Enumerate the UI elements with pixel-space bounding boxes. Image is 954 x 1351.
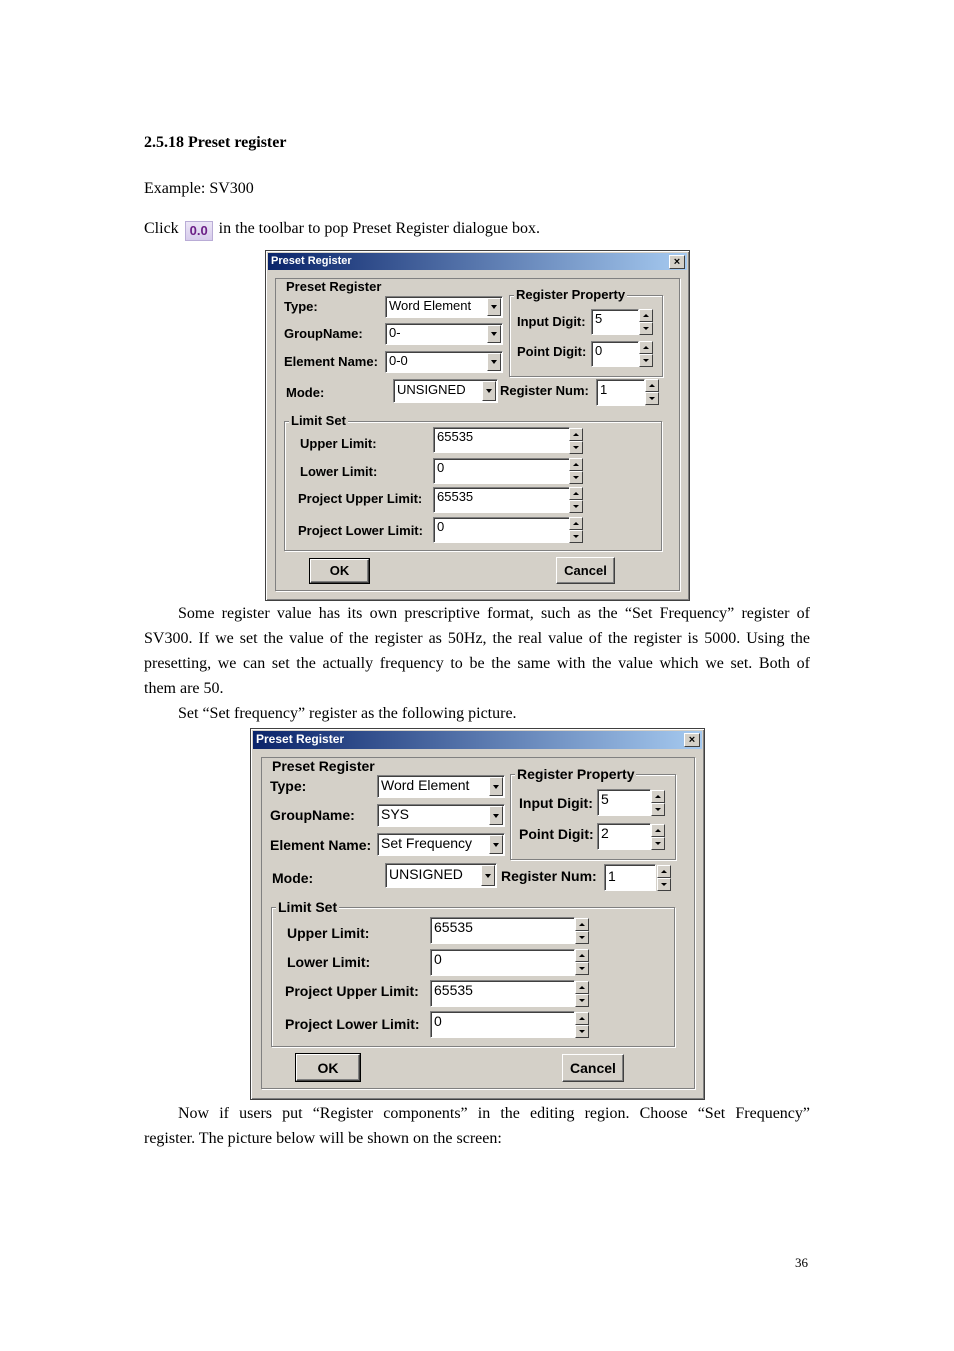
project-lower-limit-value: 0: [434, 1013, 442, 1029]
ok-button[interactable]: [310, 559, 369, 583]
lower-limit-field[interactable]: [430, 949, 575, 976]
spin-up-icon[interactable]: [575, 981, 589, 994]
dialog-title-bar: [253, 731, 702, 749]
spin-down-icon[interactable]: [651, 803, 665, 816]
upper-limit-spinner[interactable]: [575, 918, 589, 944]
spin-up-icon[interactable]: [645, 379, 659, 392]
cancel-button-label: Cancel: [570, 1060, 616, 1076]
click-instruction: [144, 216, 540, 241]
project-lower-limit-field[interactable]: [433, 517, 570, 543]
section-heading: 2.5.18 Preset register: [144, 134, 287, 151]
spin-up-icon[interactable]: [569, 487, 583, 500]
upper-limit-spinner[interactable]: [569, 428, 583, 454]
example-line: Example: SV300: [144, 180, 254, 197]
spin-down-icon[interactable]: [575, 931, 589, 944]
groupname-value: SYS: [381, 806, 410, 822]
spin-up-icon[interactable]: [575, 949, 589, 962]
type-label: Type:: [284, 299, 318, 314]
input-digit-field[interactable]: [591, 309, 639, 335]
click-text-before: Click: [144, 220, 179, 237]
paragraph-line: Some register value has its own prescriptive format, such as the “Set Frequency” register of: [178, 605, 810, 622]
element-name-label: Element Name:: [284, 354, 378, 369]
type-value: Word Element: [389, 298, 472, 313]
click-text-after: in the toolbar to pop Preset Register dialogue box.: [218, 220, 540, 237]
input-digit-label: Input Digit:: [517, 314, 586, 329]
point-digit-spinner[interactable]: [651, 824, 665, 850]
type-select[interactable]: [385, 296, 503, 318]
limit-set-legend: Limit Set: [291, 413, 346, 428]
spin-up-icon[interactable]: [639, 309, 653, 322]
element-name-select[interactable]: [385, 351, 503, 373]
register-num-field[interactable]: [596, 379, 645, 406]
preset-register-legend: Preset Register: [286, 279, 382, 294]
preset-register-dialog-1: [265, 250, 690, 601]
close-icon[interactable]: ×: [684, 733, 700, 747]
cancel-button-label: Cancel: [564, 562, 607, 578]
chevron-down-icon[interactable]: [481, 865, 495, 886]
ok-button-label: OK: [329, 563, 350, 578]
type-value: Word Element: [381, 777, 470, 793]
point-digit-field[interactable]: [597, 823, 651, 850]
dialog-title: Preset Register: [271, 255, 352, 267]
spin-down-icon[interactable]: [639, 354, 653, 367]
point-digit-value: 2: [601, 825, 609, 841]
chevron-down-icon[interactable]: [487, 298, 501, 316]
project-lower-limit-field[interactable]: [430, 1011, 575, 1038]
cancel-button[interactable]: [562, 1054, 624, 1082]
input-digit-value: 5: [595, 311, 603, 326]
spin-up-icon[interactable]: [651, 790, 665, 803]
preset-register-dialog-2: [250, 728, 705, 1100]
type-label: Type:: [270, 778, 307, 794]
spin-down-icon[interactable]: [651, 837, 665, 850]
groupname-label: GroupName:: [270, 807, 355, 823]
register-num-label: Register Num:: [501, 868, 597, 884]
project-lower-limit-label: Project Lower Limit:: [285, 1016, 420, 1032]
mode-label: Mode:: [272, 870, 314, 886]
upper-limit-field[interactable]: [430, 917, 575, 944]
chevron-down-icon[interactable]: [489, 835, 503, 854]
paragraph-line: register. The picture below will be shown on the screen:: [144, 1130, 502, 1147]
type-select[interactable]: [377, 775, 505, 798]
register-property-legend: Register Property: [516, 287, 626, 302]
project-upper-limit-value: 65535: [437, 489, 474, 504]
lower-limit-field[interactable]: [433, 458, 570, 484]
spin-down-icon[interactable]: [569, 500, 583, 513]
mode-select[interactable]: [385, 863, 497, 888]
element-name-select[interactable]: [377, 833, 505, 856]
limit-set-legend: Limit Set: [278, 899, 338, 915]
paragraph-line: them are 50.: [144, 680, 224, 697]
spin-down-icon[interactable]: [645, 392, 659, 405]
register-property-legend: Register Property: [517, 766, 635, 782]
spin-up-icon[interactable]: [575, 1012, 589, 1025]
project-lower-limit-label: Project Lower Limit:: [298, 523, 423, 538]
spin-down-icon[interactable]: [575, 1025, 589, 1038]
groupname-value: 0-: [389, 325, 401, 340]
point-digit-value: 0: [595, 343, 603, 358]
register-num-spinner[interactable]: [645, 379, 659, 405]
chevron-down-icon[interactable]: [487, 325, 501, 343]
dialog-title-bar: [268, 253, 687, 270]
ok-button-label: OK: [317, 1059, 339, 1076]
upper-limit-value: 65535: [437, 429, 474, 444]
spin-down-icon[interactable]: [575, 962, 589, 975]
lower-limit-value: 0: [437, 460, 445, 475]
project-upper-limit-label: Project Upper Limit:: [285, 983, 419, 999]
element-name-value: Set Frequency: [381, 835, 473, 851]
spin-up-icon[interactable]: [569, 517, 583, 530]
page-number: 36: [795, 1255, 808, 1270]
paragraph-line: Now if users put “Register components” in the editing region. Choose “Set Frequency”: [178, 1105, 810, 1122]
spin-up-icon[interactable]: [651, 824, 665, 837]
lower-limit-spinner[interactable]: [575, 949, 589, 975]
spin-up-icon[interactable]: [575, 918, 589, 931]
element-name-label: Element Name:: [270, 837, 372, 853]
set-frequency-instruction: Set “Set frequency” register as the following picture.: [178, 705, 517, 722]
project-upper-limit-value: 65535: [434, 982, 473, 998]
spin-down-icon[interactable]: [639, 322, 653, 335]
register-num-value: 1: [600, 382, 608, 397]
spin-down-icon[interactable]: [569, 530, 583, 543]
dialog-title: Preset Register: [256, 732, 345, 746]
chevron-down-icon[interactable]: [487, 353, 501, 371]
input-digit-spinner[interactable]: [651, 790, 665, 816]
lower-limit-spinner[interactable]: [569, 458, 583, 484]
project-upper-limit-field[interactable]: [430, 980, 575, 1007]
mode-select[interactable]: [393, 379, 498, 403]
spin-down-icon[interactable]: [569, 441, 583, 454]
cancel-button[interactable]: [556, 557, 615, 584]
register-num-value: 1: [608, 868, 616, 884]
project-lower-limit-spinner[interactable]: [575, 1012, 589, 1038]
spin-down-icon[interactable]: [569, 471, 583, 484]
input-digit-field[interactable]: [597, 789, 651, 816]
spin-up-icon[interactable]: [569, 458, 583, 471]
close-icon[interactable]: ×: [669, 255, 685, 269]
point-digit-label: Point Digit:: [517, 344, 587, 359]
groupname-label: GroupName:: [284, 326, 363, 341]
project-upper-limit-label: Project Upper Limit:: [298, 491, 423, 506]
paragraph-line: presetting, we can set the actually frequency to be the same with the value which we set. Both of: [144, 655, 810, 672]
input-digit-label: Input Digit:: [519, 795, 593, 811]
spin-down-icon[interactable]: [657, 878, 671, 891]
spin-up-icon[interactable]: [657, 865, 671, 878]
project-lower-limit-spinner[interactable]: [569, 517, 583, 543]
element-name-value: 0-0: [389, 353, 408, 368]
mode-value: UNSIGNED: [397, 382, 466, 397]
project-upper-limit-spinner[interactable]: [569, 487, 583, 513]
mode-label: Mode:: [286, 385, 325, 400]
point-digit-spinner[interactable]: [639, 341, 653, 367]
lower-limit-label: Lower Limit:: [300, 464, 378, 479]
chevron-down-icon[interactable]: [489, 806, 503, 825]
ok-button[interactable]: [296, 1054, 360, 1081]
point-digit-label: Point Digit:: [519, 826, 594, 842]
spin-up-icon[interactable]: [639, 341, 653, 354]
preset-register-legend: Preset Register: [272, 758, 375, 774]
paragraph-line: SV300. If we set the value of the register as 50Hz, the real value of the register is 5000. Using the: [144, 630, 810, 647]
spin-down-icon[interactable]: [575, 994, 589, 1007]
chevron-down-icon[interactable]: [482, 381, 496, 401]
input-digit-spinner[interactable]: [639, 309, 653, 335]
upper-limit-value: 65535: [434, 919, 473, 935]
upper-limit-field[interactable]: [433, 427, 570, 453]
register-num-field[interactable]: [604, 864, 656, 891]
chevron-down-icon[interactable]: [489, 777, 503, 796]
project-upper-limit-spinner[interactable]: [575, 981, 589, 1007]
groupname-select[interactable]: [377, 804, 505, 827]
project-upper-limit-field[interactable]: [433, 487, 570, 513]
lower-limit-label: Lower Limit:: [287, 954, 371, 970]
register-num-label: Register Num:: [500, 383, 589, 398]
project-lower-limit-value: 0: [437, 519, 445, 534]
groupname-select[interactable]: [385, 323, 503, 345]
point-digit-field[interactable]: [591, 341, 639, 367]
spin-up-icon[interactable]: [569, 428, 583, 441]
upper-limit-label: Upper Limit:: [287, 925, 370, 941]
preset-register-toolbar-icon: 0.0: [185, 221, 213, 241]
register-num-spinner[interactable]: [657, 865, 671, 891]
mode-value: UNSIGNED: [389, 866, 463, 882]
upper-limit-label: Upper Limit:: [300, 436, 377, 451]
input-digit-value: 5: [601, 791, 609, 807]
lower-limit-value: 0: [434, 951, 442, 967]
